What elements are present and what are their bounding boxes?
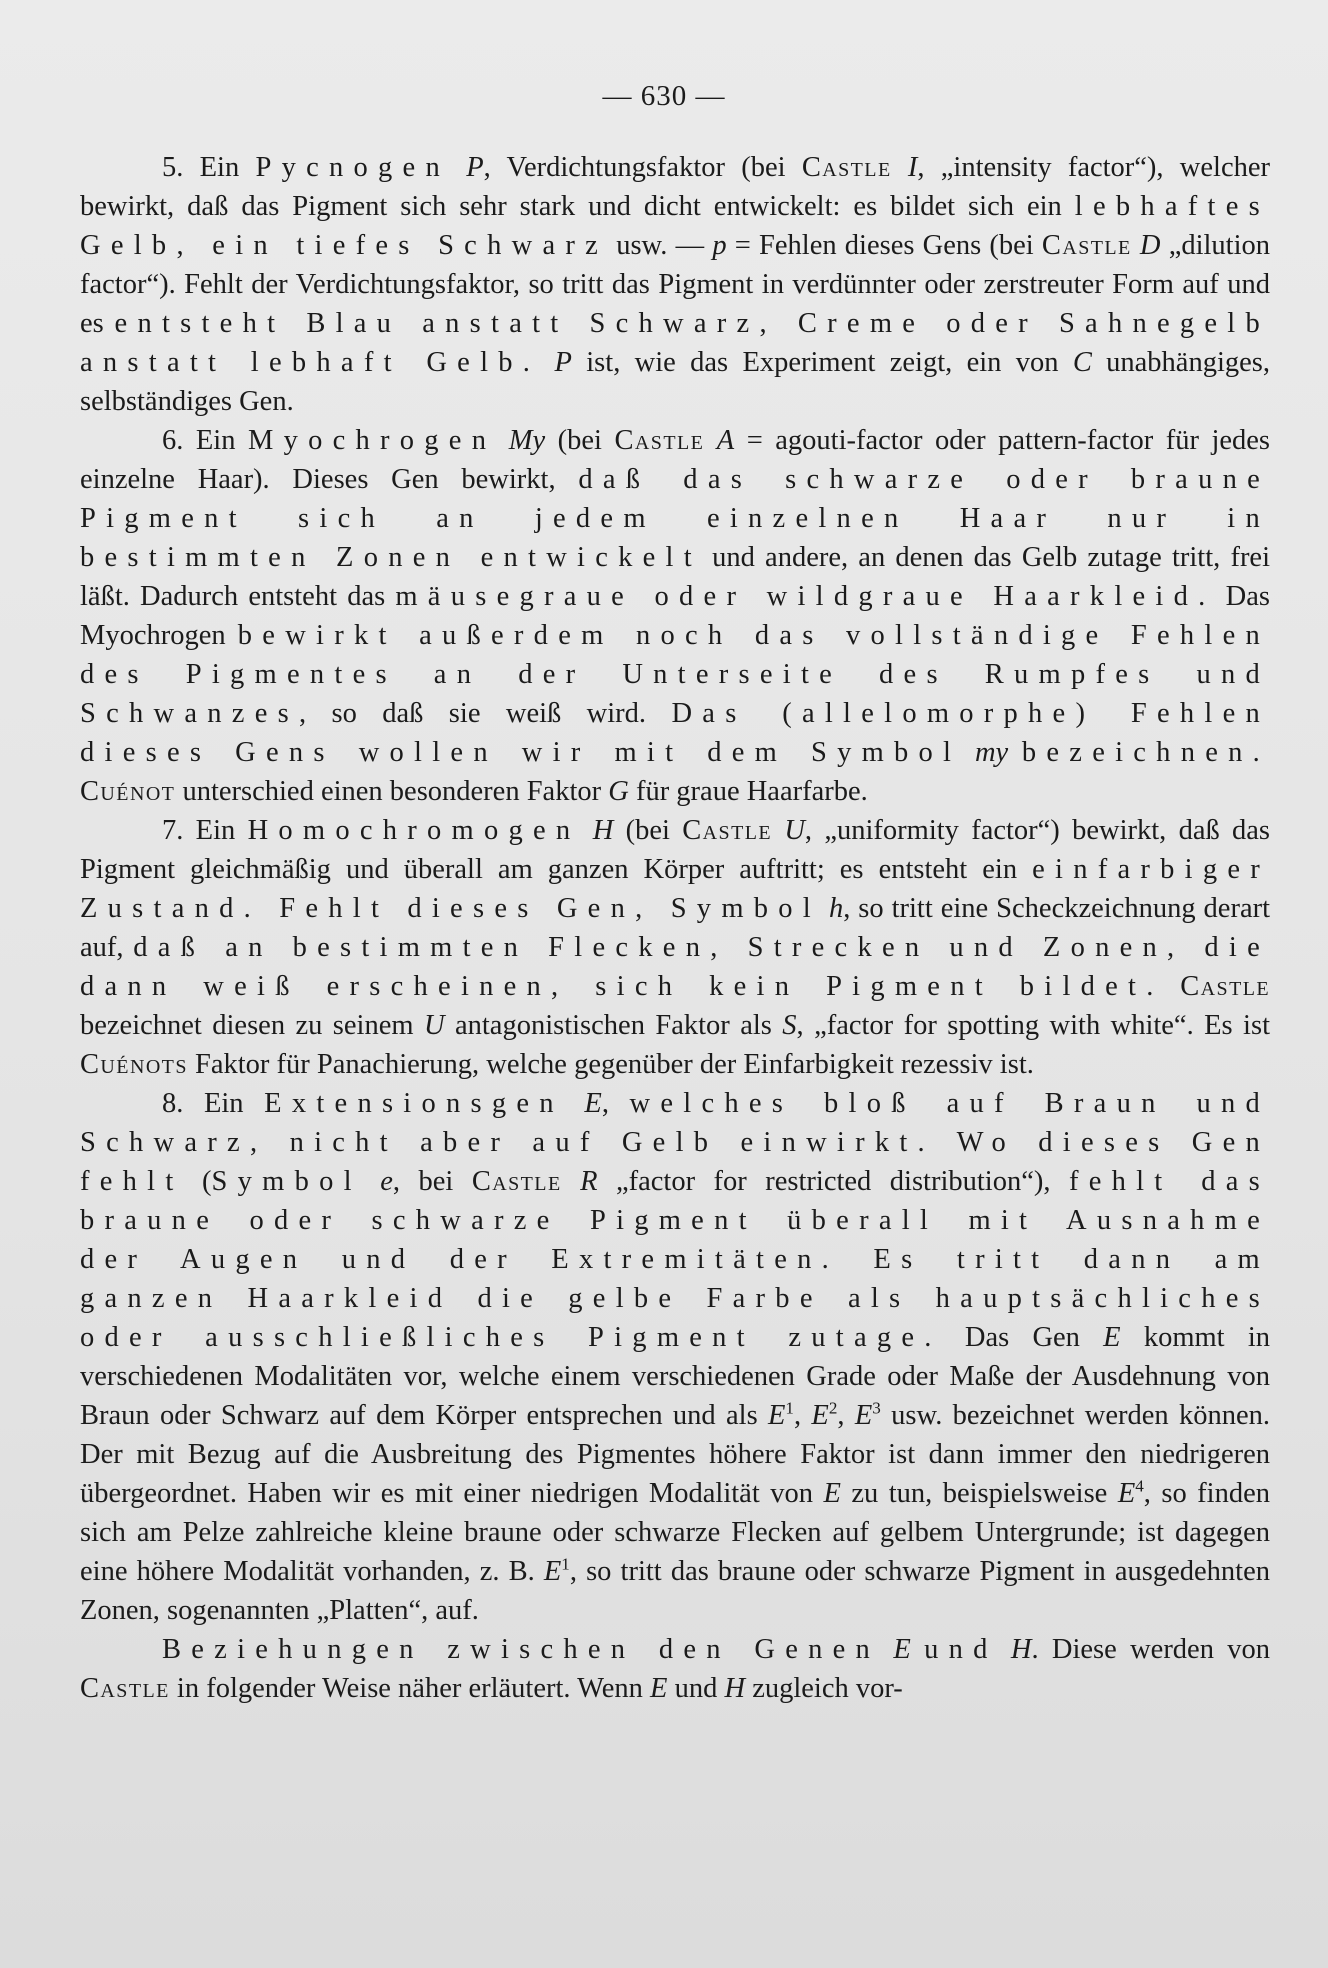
- text-run: und: [667, 1673, 725, 1704]
- text-run: (bei: [613, 815, 683, 846]
- symbol: p: [712, 230, 727, 261]
- symbol: A: [716, 425, 735, 456]
- text-run: 7. Ein: [162, 815, 248, 846]
- author-name: Cuénots: [80, 1049, 188, 1080]
- text-run: (bei: [545, 425, 615, 456]
- symbol: H: [1010, 1634, 1032, 1665]
- symbol: D: [1139, 230, 1161, 261]
- symbol: e: [380, 1166, 393, 1197]
- author-name: Cuénot: [80, 776, 176, 807]
- paragraph-7: [80, 811, 1270, 1084]
- text-run: antagonistischen Faktor als: [444, 1010, 783, 1041]
- text-run: [1164, 971, 1181, 1002]
- symbol: E: [1117, 1478, 1136, 1509]
- text-run: [1132, 230, 1140, 261]
- text-run: [450, 152, 466, 183]
- text-run: zugleich vor-: [745, 1673, 903, 1704]
- text-run: „factor for restricted distribution“),: [597, 1166, 1069, 1197]
- spaced-term: Myochrogen: [247, 425, 497, 456]
- spaced-term: Pycnogen: [255, 152, 450, 183]
- emphasis: bewirkt außerdem noch das vollständige Fehlen des Pigmentes an der Unterseite des Rumpfes und Schwanzes: [80, 620, 1270, 729]
- text-run: [961, 737, 975, 768]
- text-run: unabhängiges, selbständiges Gen.: [80, 347, 1270, 417]
- spaced-term: Homochromogen: [247, 815, 581, 846]
- text-run: [704, 425, 717, 456]
- symbol: My: [508, 425, 546, 456]
- text-run: für graue Haarfarbe.: [628, 776, 868, 807]
- text-run: [880, 1634, 893, 1665]
- text-run: , so tritt das braune oder schwarze Pigment in ausgedehnten Zonen, sogenannten „Platten“, auf.: [80, 1556, 1270, 1626]
- text-run: , bei: [392, 1166, 472, 1197]
- superscript: 4: [1135, 1476, 1144, 1496]
- text-run: [821, 893, 829, 924]
- author-name: Castle: [471, 1166, 562, 1197]
- symbol: E: [893, 1634, 911, 1665]
- text-run: . Diese werden von: [1031, 1634, 1271, 1665]
- emphasis: Symbol: [211, 1166, 362, 1197]
- symbol: E: [811, 1400, 829, 1431]
- text-run: Faktor für Panachierung, welche gegenüber der Einfarbigkeit rezessiv ist.: [187, 1049, 1034, 1080]
- symbol: U: [423, 1010, 445, 1041]
- symbol: U: [784, 815, 805, 846]
- symbol: C: [1072, 347, 1092, 378]
- paragraph-8: [80, 1084, 1270, 1630]
- text-run: bezeichnet diesen zu seinem: [80, 1010, 424, 1041]
- emphasis: Beziehungen zwischen den Genen: [162, 1634, 881, 1665]
- emphasis: bezeichnen.: [1021, 737, 1271, 768]
- text-run: , so daß sie weiß wird.: [298, 698, 672, 729]
- emphasis: daß das schwarze oder braune Pigment sich an jedem einzelnen Haar nur in bestimmten Zonen entwickelt: [80, 464, 1270, 573]
- text-run: [540, 347, 554, 378]
- emphasis: mäusegraue oder wildgraue Haarkleid.: [395, 581, 1216, 612]
- text-run: ,: [837, 1400, 855, 1431]
- text-run: unterschied einen besonderen Faktor: [175, 776, 609, 807]
- text-run: zu tun, beispielsweise: [840, 1478, 1118, 1509]
- symbol: E: [854, 1400, 873, 1431]
- text-run: und andere, an denen das Gelb zutage tritt, frei läßt. Dadurch entsteht das: [80, 542, 1271, 612]
- text-run: „dilution factor“). Fehlt der Verdichtungsfaktor, so tritt das Pigment in verdünnter oder zerstreuter Form auf und es: [80, 230, 1271, 339]
- page-body: [80, 148, 1270, 1708]
- page-number: — 630 —: [602, 80, 726, 112]
- symbol: H: [592, 815, 614, 846]
- emphasis: welches bloß auf Braun und Schwarz, nicht aber auf Gelb einwirkt. Wo dieses Gen fehlt: [80, 1088, 1270, 1197]
- text-run: , Verdichtungsfaktor (bei: [483, 152, 802, 183]
- emphasis: Das (allelomorphe) Fehlen dieses Gens wollen wir mit dem Symbol: [80, 698, 1270, 768]
- text-run: [911, 1634, 924, 1665]
- symbol: E: [543, 1556, 562, 1587]
- paragraph-6: [80, 421, 1270, 811]
- text-run: [998, 1634, 1011, 1665]
- text-run: [1008, 737, 1022, 768]
- text-run: 5. Ein: [162, 152, 256, 183]
- symbol: E: [823, 1478, 841, 1509]
- paragraph-relations: [80, 1630, 1270, 1708]
- symbol: R: [580, 1166, 598, 1197]
- text-run: [772, 815, 784, 846]
- symbol: my: [974, 737, 1009, 768]
- superscript: 3: [872, 1398, 881, 1418]
- text-run: [562, 1166, 580, 1197]
- author-name: Castle: [1041, 230, 1132, 261]
- text-run: 8. Ein: [162, 1088, 265, 1119]
- text-run: = Fehlen dieses Gens (bei: [726, 230, 1042, 261]
- text-run: [496, 425, 509, 456]
- symbol: E: [650, 1673, 668, 1704]
- text-run: , „uniformity factor“) bewirkt, daß das Pigment gleichmäßig und überall am ganzen Körper auftritt; es entsteht ein: [80, 815, 1271, 885]
- text-run: , so finden sich am Pelze zahlreiche kleine braune oder schwarze Flecken auf gelbem Untergrunde; ist dagegen eine höhere Modalität vorhanden, z. B.: [80, 1478, 1270, 1587]
- text-run: usw. bezeichnet werden können. Der mit Bezug auf die Ausbreitung des Pigmentes höhere Faktor ist dann immer den niedrigeren übergeordnet. Haben wir es mit einer niedrigen Modalität von: [80, 1400, 1271, 1509]
- emphasis: und: [924, 1634, 998, 1665]
- emphasis: daß an bestimmten Flecken, Strecken und Zonen, die dann weiß erscheinen, sich kein Pigment bildet.: [80, 932, 1271, 1002]
- symbol: E: [584, 1088, 602, 1119]
- text-run: , so tritt eine Scheckzeichnung derart auf,: [80, 893, 1271, 963]
- symbol: E: [1103, 1322, 1121, 1353]
- author-name: Castle: [1180, 971, 1270, 1002]
- emphasis: entsteht Blau anstatt Schwarz, Creme oder Sahnegelb anstatt lebhaft Gelb.: [80, 308, 1271, 378]
- symbol: h: [828, 893, 844, 924]
- emphasis: fehlt das braune oder schwarze Pigment überall mit Ausnahme der Augen und der Extremitäten. Es tritt dann am ganzen Haarkleid die gelbe Farbe als hauptsächliches oder ausschließliches Pigment zutage.: [80, 1166, 1270, 1353]
- author-name: Castle: [80, 1673, 170, 1704]
- text-run: ,: [601, 1088, 630, 1119]
- text-run: [580, 815, 592, 846]
- symbol: P: [466, 152, 484, 183]
- emphasis: lebhaftes Gelb, ein tiefes Schwarz: [80, 191, 1270, 261]
- text-run: ,: [793, 1400, 812, 1431]
- text-run: Das Myochrogen: [80, 581, 1270, 651]
- symbol: H: [724, 1673, 746, 1704]
- symbol: G: [608, 776, 629, 807]
- superscript: 1: [561, 1554, 570, 1574]
- text-run: ist, wie das Experiment zeigt, ein von: [571, 347, 1073, 378]
- author-name: Castle: [614, 425, 705, 456]
- symbol: I: [907, 152, 918, 183]
- text-run: [564, 1088, 585, 1119]
- text-run: (: [183, 1166, 212, 1197]
- text-run: 6. Ein: [162, 425, 248, 456]
- author-name: Castle: [682, 815, 773, 846]
- symbol: P: [554, 347, 572, 378]
- superscript: 1: [785, 1398, 794, 1418]
- author-name: Castle: [801, 152, 892, 183]
- text-run: [892, 152, 908, 183]
- emphasis: einfarbiger Zustand. Fehlt dieses Gen, Symbol: [80, 854, 1270, 924]
- text-run: in folgender Weise näher erläutert. Wenn: [169, 1673, 651, 1704]
- symbol: E: [767, 1400, 786, 1431]
- superscript: 2: [828, 1398, 838, 1418]
- symbol: S: [782, 1010, 797, 1041]
- spaced-term: Extensionsgen: [264, 1088, 564, 1119]
- text-run: , „factor for spotting with white“. Es ist: [796, 1010, 1270, 1041]
- paragraph-5: [80, 148, 1270, 421]
- text-run: = agouti-factor oder pattern-factor für jedes einzelne Haar). Dieses Gen bewirkt,: [80, 425, 1271, 495]
- text-run: Das Gen: [941, 1322, 1104, 1353]
- text-run: kommt in verschiedenen Modalitäten vor, welche einem verschiedenen Grade oder Maße der Ausdehnung von Braun oder Schwarz auf dem Körper entsprechen und als: [80, 1322, 1270, 1431]
- text-run: [362, 1166, 380, 1197]
- text-run: usw. —: [608, 230, 713, 261]
- text-run: , „intensity factor“), welcher bewirkt, daß das Pigment sich sehr stark und dicht entwickelt: es bildet sich ein: [80, 152, 1270, 222]
